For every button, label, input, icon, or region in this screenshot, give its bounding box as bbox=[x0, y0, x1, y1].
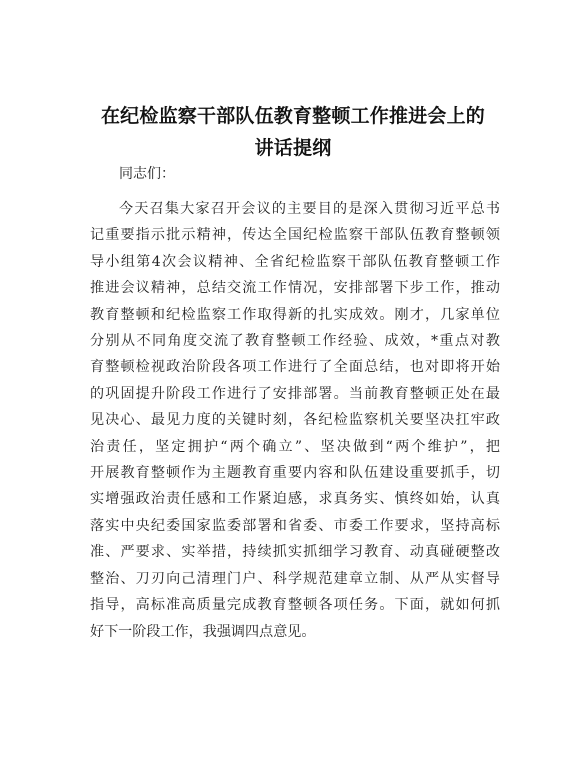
paragraph-line: 教育整顿和纪检监察工作取得新的扎实成效。刚才，几家单位 bbox=[90, 306, 500, 323]
document-title bbox=[70, 100, 516, 164]
paragraph-line: 准、严要求、实举措，持续抓实抓细学习教育、动真碰硬整改 bbox=[90, 544, 500, 561]
paragraph-line: 记重要指示批示精神，传达全国纪检监察干部队伍教育整顿领 bbox=[90, 227, 500, 244]
paragraph-line: 分别从不同角度交流了教育整顿工作经验、成效，*重点对教 bbox=[90, 333, 500, 350]
title-line: 在纪检监察干部队伍教育整顿工作推进会上的 bbox=[100, 105, 485, 127]
paragraph-line: 推进会议精神，总结交流工作情况，安排部署下步工作，推动 bbox=[90, 280, 500, 297]
greeting: 同志们： bbox=[119, 166, 175, 182]
body-paragraph bbox=[90, 196, 500, 645]
paragraph-line: 见决心、最见力度的关键时刻，各纪检监察机关要坚决扛牢政 bbox=[90, 412, 500, 429]
paragraph-line: 的巩固提升阶段工作进行了安排部署。当前教育整顿正处在最 bbox=[90, 385, 500, 402]
paragraph-line: 实增强政治责任感和工作紧迫感，求真务实、慎终如始，认真 bbox=[90, 491, 500, 508]
paragraph-line: 治责任，坚定拥护“两个确立”、坚决做到“两个维护”，把 bbox=[90, 438, 500, 455]
paragraph-line: 落实中央纪委国家监委部署和省委、市委工作要求，坚持高标 bbox=[90, 517, 500, 534]
title-line: 讲话提纲 bbox=[254, 137, 332, 159]
paragraph-line: 整治、刀刃向己清理门户、科学规范建章立制、从严从实督导 bbox=[90, 570, 500, 587]
paragraph-line: 育整顿检视政治阶段各项工作进行了全面总结，也对即将开始 bbox=[90, 359, 500, 376]
paragraph-line: 开展教育整顿作为主题教育重要内容和队伍建设重要抓手，切 bbox=[90, 465, 500, 482]
paragraph-line: 好下一阶段工作，我强调四点意见。 bbox=[90, 623, 316, 640]
paragraph-line: 指导，高标准高质量完成教育整顿各项任务。下面，就如何抓 bbox=[90, 597, 500, 614]
paragraph-line: 今天召集大家召开会议的主要目的是深入贯彻习近平总书 bbox=[119, 201, 500, 217]
paragraph-line: 导小组第4次会议精神、全省纪检监察干部队伍教育整顿工作 bbox=[90, 253, 500, 270]
